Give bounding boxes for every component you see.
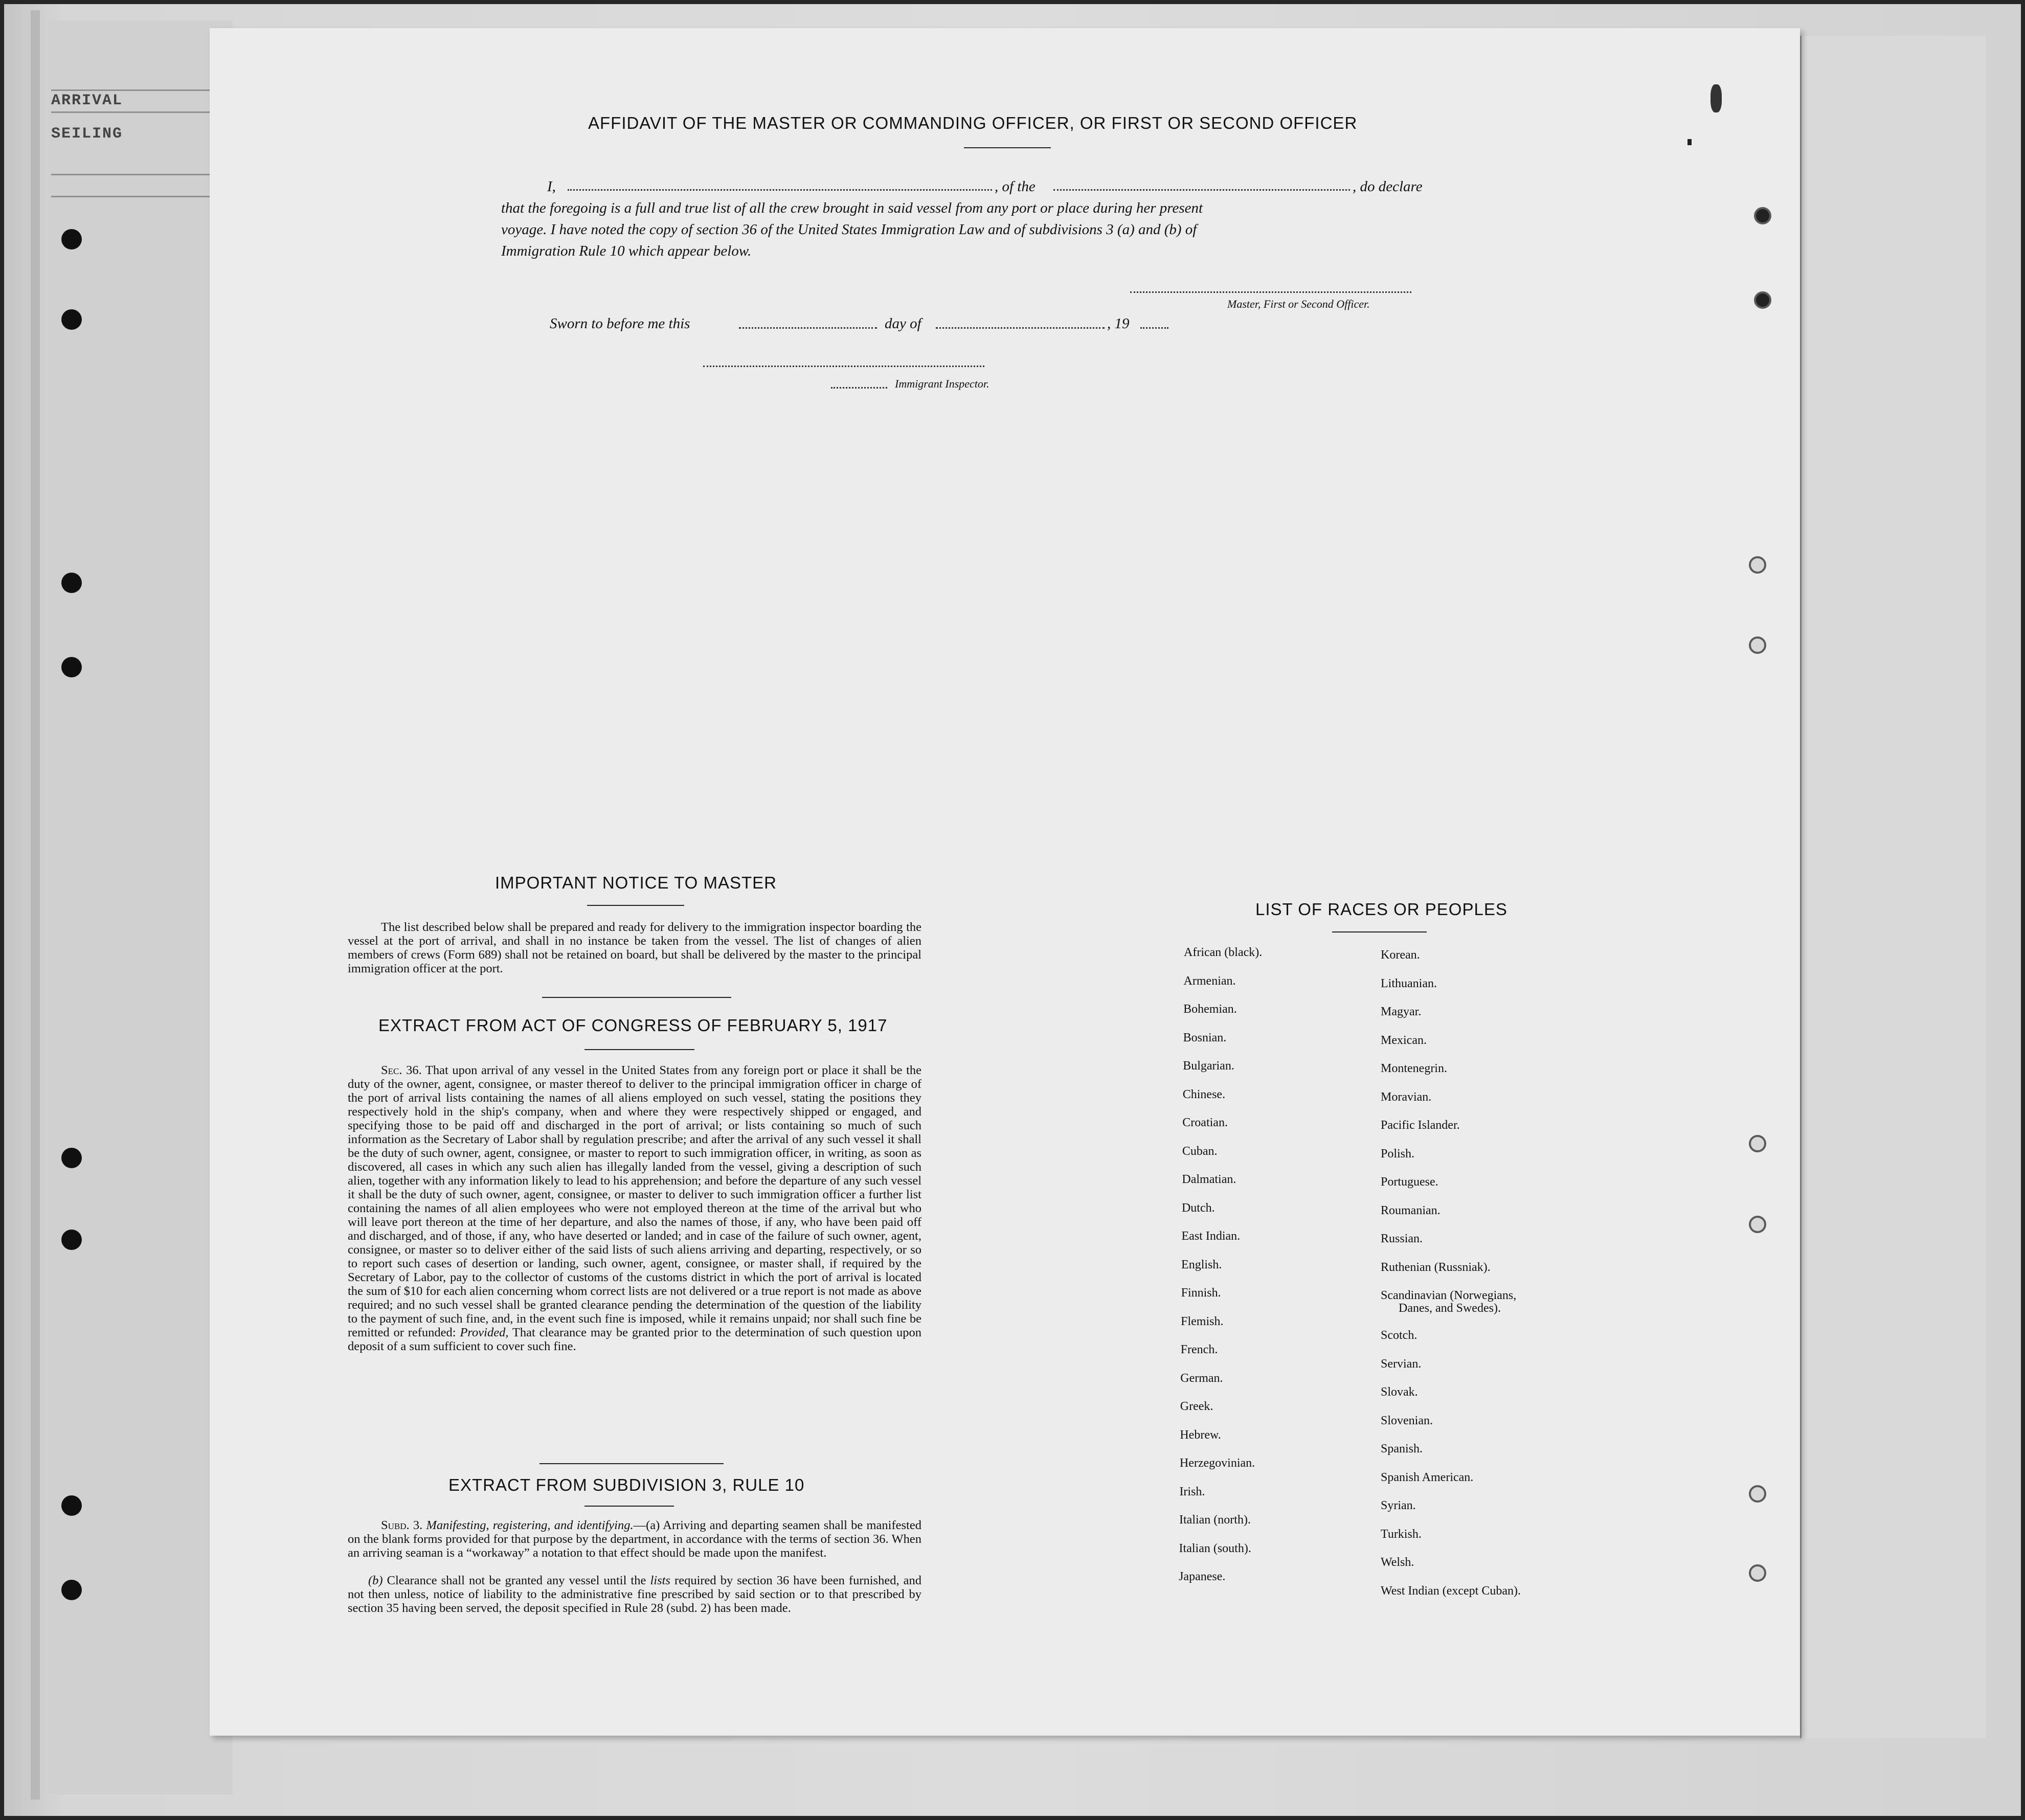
para-b-lists: lists <box>650 1574 670 1587</box>
race-item: Portuguese. <box>1381 1175 1438 1189</box>
binder-hole <box>1749 1564 1766 1582</box>
race-item: Russian. <box>1381 1232 1423 1245</box>
blank-inspector-prefix <box>831 387 887 389</box>
race-item: Korean. <box>1381 948 1420 962</box>
binder-hole <box>61 309 82 330</box>
binder-hole <box>61 229 82 249</box>
race-item: Turkish. <box>1381 1527 1422 1541</box>
binder-hole <box>1754 207 1771 224</box>
race-item: Servian. <box>1381 1357 1422 1371</box>
race-item: Chinese. <box>1182 1087 1226 1101</box>
race-item: Croatian. <box>1182 1116 1228 1129</box>
race-item: Mexican. <box>1381 1033 1427 1047</box>
binder-hole <box>1754 291 1771 309</box>
race-item: Slovak. <box>1381 1385 1418 1399</box>
race-item: Scotch. <box>1381 1329 1418 1342</box>
subd-heading: Manifesting, registering, and identifying. <box>426 1518 634 1532</box>
blank-month[interactable] <box>936 327 1105 329</box>
race-item: Cuban. <box>1182 1144 1218 1158</box>
affidavit-title: AFFIDAVIT OF THE MASTER OR COMMANDING OFFICER, OR FIRST OR SECOND OFFICER <box>588 113 1358 132</box>
extract-act-title: EXTRACT FROM ACT OF CONGRESS OF FEBRUARY 5, 1917 <box>378 1016 888 1035</box>
binding-spine <box>31 10 40 1800</box>
title-rule <box>584 1506 674 1507</box>
binder-hole <box>61 1580 82 1600</box>
sworn-start: Sworn to before me this <box>550 315 690 332</box>
race-item: German. <box>1180 1371 1223 1385</box>
binder-hole <box>61 573 82 593</box>
race-item: Japanese. <box>1179 1570 1226 1583</box>
race-item: Flemish. <box>1181 1314 1224 1328</box>
affidavit-line1-mid: , of the <box>995 178 1036 195</box>
race-item: Moravian. <box>1381 1090 1432 1104</box>
section-rule <box>542 997 731 998</box>
affidavit-line3: voyage. I have noted the copy of section 36 of the United States Immigration Law and of subdivisions 3 (a) and (b) of <box>501 221 1197 238</box>
race-item: Magyar. <box>1381 1005 1422 1018</box>
race-item: Hebrew. <box>1180 1428 1221 1442</box>
race-item: French. <box>1180 1343 1218 1356</box>
races-title: LIST OF RACES OR PEOPLES <box>1255 900 1508 919</box>
race-item: English. <box>1181 1258 1222 1271</box>
race-item: Bohemian. <box>1183 1003 1237 1016</box>
race-item: Lithuanian. <box>1381 976 1437 990</box>
race-item: African (black). <box>1184 946 1263 959</box>
race-item: Finnish. <box>1181 1286 1221 1300</box>
race-item: Bulgarian. <box>1183 1059 1234 1073</box>
affidavit-line1-start: I, <box>547 178 556 195</box>
race-item: Scandinavian (Norwegians, <box>1381 1289 1517 1302</box>
extract-act-text <box>348 1063 921 1353</box>
stamp-seiling: SEILING <box>51 125 123 143</box>
blank-vessel[interactable] <box>1053 189 1350 191</box>
race-item: Syrian. <box>1381 1499 1416 1512</box>
title-rule <box>587 905 684 906</box>
affidavit-line1-end: , do declare <box>1353 178 1423 195</box>
race-item: Roumanian. <box>1381 1203 1441 1217</box>
title-rule <box>1332 931 1427 932</box>
sec-label: Sec. 36. <box>381 1063 422 1077</box>
section-rule <box>539 1463 724 1464</box>
subd3-para-a <box>348 1518 921 1560</box>
blank-name[interactable] <box>568 189 992 191</box>
notice-text: The list described below shall be prepared and ready for delivery to the immigration inspector boarding the vessel at the port of arrival, and shall in no instance be taken from the vessel. The list of changes of alien members of crews (Form 689) shall not be retained on board, but shall be delivered by the master to the principal immigration officer at the port. <box>348 920 921 975</box>
affidavit-line2: that the foregoing is a full and true list of all the crew brought in said vessel from any port or place during her present <box>501 200 1203 216</box>
binder-hole <box>61 1148 82 1168</box>
race-item: Bosnian. <box>1183 1031 1227 1044</box>
notice-title: IMPORTANT NOTICE TO MASTER <box>495 873 777 892</box>
race-item: Italian (south). <box>1179 1541 1251 1555</box>
race-item: Dutch. <box>1181 1201 1215 1215</box>
blank-inspector[interactable] <box>703 366 984 367</box>
blank-year[interactable] <box>1140 327 1168 329</box>
back-page-strip <box>49 20 233 1794</box>
binder-hole <box>1749 556 1766 574</box>
race-item: Welsh. <box>1381 1556 1414 1569</box>
sworn-mid: day of <box>885 315 921 332</box>
race-item: Danes, and Swedes). <box>1399 1302 1501 1315</box>
race-item: Ruthenian (Russniak). <box>1381 1260 1491 1274</box>
proviso-text: That clearance may be granted prior to the determination of such question upon deposit of a sum sufficient to cover such fine. <box>348 1326 922 1353</box>
race-item: Armenian. <box>1183 974 1236 988</box>
binder-hole <box>1749 1216 1766 1233</box>
race-item: Greek. <box>1180 1400 1213 1413</box>
race-item: Slovenian. <box>1381 1414 1433 1427</box>
proviso-label: Provided, <box>460 1326 509 1339</box>
stamp-box <box>51 174 215 197</box>
ink-speck <box>1688 139 1692 145</box>
race-item: Spanish American. <box>1381 1470 1474 1484</box>
race-item: Spanish. <box>1381 1442 1423 1455</box>
para-b-text-2: required by section 36 have been furnished, and not then unless, notice of liability to the administrative fine prescribed by said section or to that prescribed by section 35 having been served, the deposit specified in Rule 28 (subd. 2) has been made. <box>348 1574 922 1615</box>
title-rule <box>964 147 1051 148</box>
subd3-para-b <box>348 1574 921 1615</box>
subd-label: Subd. 3. <box>381 1518 423 1532</box>
para-b-text-1: Clearance shall not be granted any vessel until the <box>387 1574 646 1587</box>
race-item: Dalmatian. <box>1182 1173 1236 1186</box>
affidavit-line4: Immigration Rule 10 which appear below. <box>501 243 752 259</box>
blank-day[interactable] <box>739 327 877 329</box>
binder-hole <box>61 1495 82 1516</box>
binder-hole <box>61 1230 82 1250</box>
subd-para-a-text: —(a) Arriving and departing seamen shall be manifested on the blank forms provided for that purpose by the department, in accordance with the terms of section 36. When an arriving seaman is a “workaway” a notation to that effect should be made upon the manifest. <box>348 1518 921 1560</box>
blank-signature[interactable] <box>1130 291 1411 293</box>
inspector-label: Immigrant Inspector. <box>895 377 989 390</box>
back-page-right-edge <box>1800 36 1986 1738</box>
race-item: Irish. <box>1179 1485 1205 1498</box>
extract-rule-title: EXTRACT FROM SUBDIVISION 3, RULE 10 <box>448 1475 805 1494</box>
race-item: West Indian (except Cuban). <box>1381 1584 1521 1598</box>
race-item: Pacific Islander. <box>1381 1119 1460 1132</box>
signature-label: Master, First or Second Officer. <box>1227 298 1370 310</box>
race-item: Montenegrin. <box>1381 1062 1447 1075</box>
stamp-arrival: ARRIVAL <box>51 92 123 109</box>
race-item: Polish. <box>1381 1147 1415 1161</box>
race-item: Italian (north). <box>1179 1513 1251 1527</box>
sec36-text: That upon arrival of any vessel in the United States from any foreign port or place it shall be the duty of the owner, agent, consignee, or master thereof to deliver to the principal immigration officer in charge of the port of arrival lists containing the names of all aliens employed on such vessel, stating the positions they respectively hold in the ship's company, when and where they were respectively shipped or engaged, and specifying those to be paid off and discharged in the port of arrival; or lists containing so much of such information as the Secretary of Labor shall by regulation prescribe; and after the arrival of any such vessel it shall be the duty of such owner, agent, consignee, or master to report to such immigration officer, in writing, as soon as discovered, all cases in which any such alien has illegally landed from the vessel, giving a description of such alien, together with any information likely to lead to his apprehension; and before the departure of any such vessel it shall be the duty of such owner, agent, consignee, or master to deliver to such immigration officer a further list containing the names of all alien employees who were not employed thereon at the time of the arrival but who will leave port thereon at the time of her departure, and also the names of those, if any, who have been paid off and discharged, and of those, if any, who have deserted or landed; and in case of the failure of such owner, agent, consignee, or master so to deliver either of the said lists of such aliens arriving and departing, respectively, or so to report such cases of desertion or landing, such owner, agent, consignee, or master shall, if required by the Secretary of Labor, pay to the collector of customs of the customs district in which the port of arrival is located the sum of $10 for each alien concerning whom correct lists are not delivered or a true report is not made as above required; and no such vessel shall be granted clearance pending the determination of the question of the liability to the payment of such fine, and, in the event such fine is imposed, while it remains unpaid; nor shall such fine be remitted or refunded: <box>348 1063 922 1339</box>
title-rule <box>584 1049 694 1050</box>
para-b-label: (b) <box>368 1574 383 1587</box>
binder-hole <box>61 657 82 677</box>
race-item: East Indian. <box>1181 1230 1241 1243</box>
race-item: Herzegovinian. <box>1179 1457 1255 1470</box>
sworn-end: , 19 <box>1107 315 1130 332</box>
binder-hole <box>1749 636 1766 654</box>
binder-hole <box>1749 1135 1766 1152</box>
ink-blot <box>1711 84 1722 112</box>
binder-hole <box>1749 1485 1766 1503</box>
